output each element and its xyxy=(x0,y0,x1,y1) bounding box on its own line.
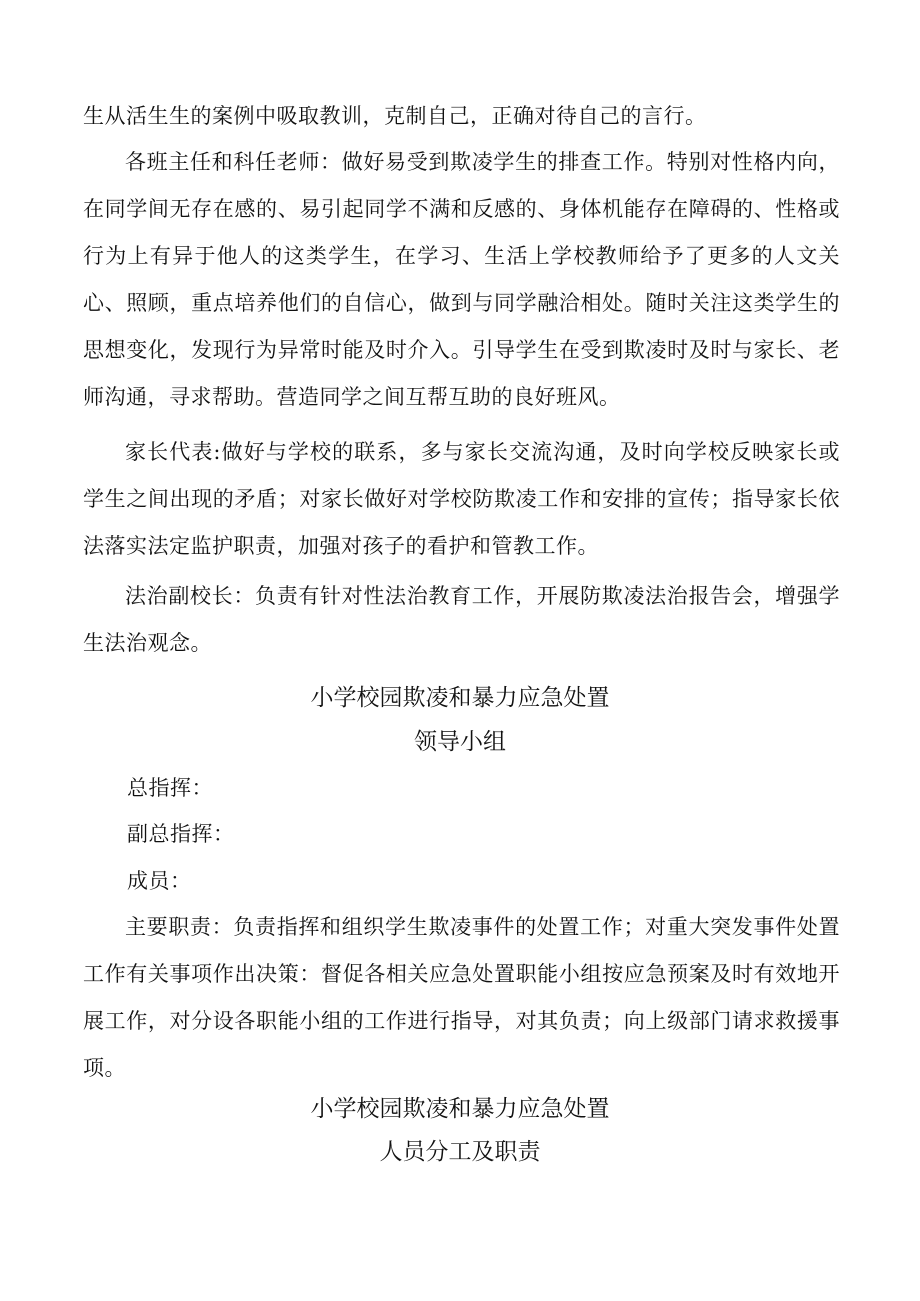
paragraph-legal-vice-principal: 法治副校长：负责有针对性法治教育工作，开展防欺凌法治报告会，增强学生法治观念。 xyxy=(83,584,840,655)
paragraph-continuation: 生从活生生的案例中吸取教训，克制自己，正确对待自己的言行。 xyxy=(83,104,707,128)
paragraph-class-teachers: 各班主任和科任老师：做好易受到欺凌学生的排查工作。特别对性格内向，在同学间无存在感的、易引起同学不满和反感的、身体机能存在障碍的、性格或行为上有异于他人的这类学生，在学习、生活上学校教师给予了更多的人文关心、照顾，重点培养他们的自信心，做到与同学融洽相处。随时关注这类学生的思想变化，发现行为异常时能及时介入。引导学生在受到欺凌时及时与家长、老师沟通，寻求帮助。营造同学之间互帮互助的良好班风。 xyxy=(83,150,840,409)
section1-title-line1: 小学校园欺凌和暴力应急处置 xyxy=(310,685,610,711)
role-deputy-commander: 副总指挥： xyxy=(127,822,235,846)
paragraph-parent-representatives: 家长代表:做好与学校的联系，多与家长交流沟通，及时向学校反映家长或学生之间出现的矛盾；对家长做好对学校防欺凌工作和安排的宣传；指导家长依法落实法定监护职责，加强对孩子的看护和管教工作。 xyxy=(83,440,840,558)
paragraph-main-duties: 主要职责：负责指挥和组织学生欺凌事件的处置工作；对重大突发事件处置工作有关事项作出决策：督促各相关应急处置职能小组按应急预案及时有效地开展工作，对分设各职能小组的工作进行指导，对其负责；向上级部门请求救援事项。 xyxy=(83,915,840,1080)
role-commander: 总指挥： xyxy=(127,776,213,800)
role-members: 成员： xyxy=(127,869,192,893)
section2-title-line1: 小学校园欺凌和暴力应急处置 xyxy=(310,1096,610,1122)
section2-title-line2: 人员分工及职责 xyxy=(379,1139,541,1165)
section1-title-line2: 领导小组 xyxy=(414,729,506,755)
